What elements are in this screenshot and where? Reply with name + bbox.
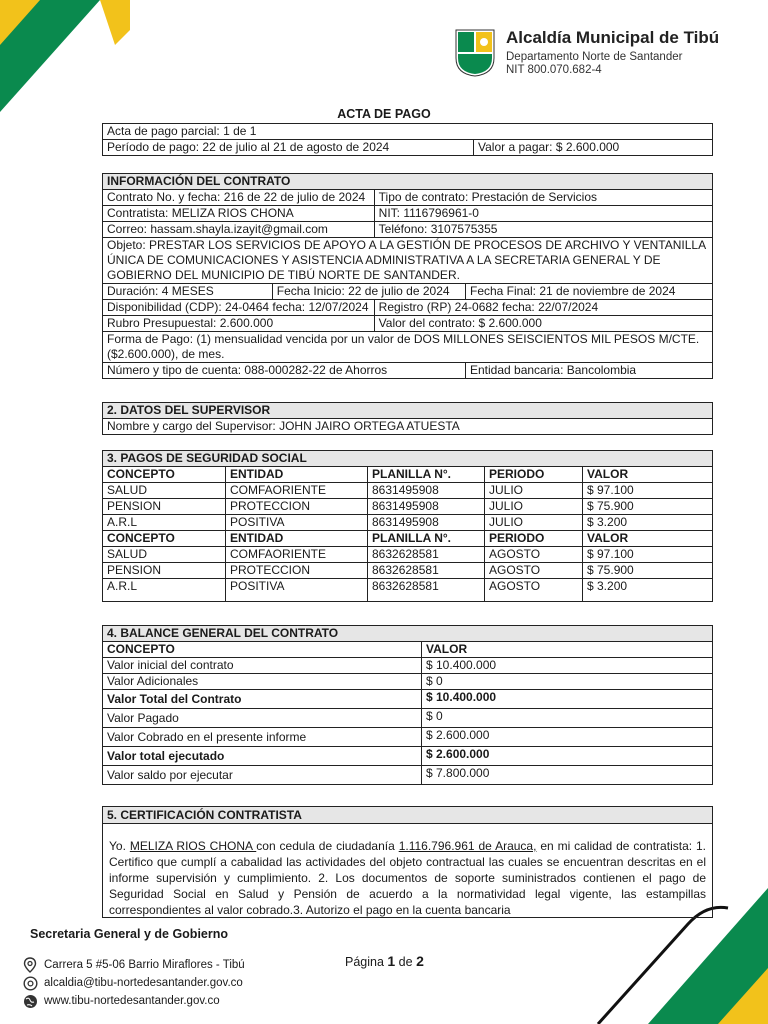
table-row: [103, 674, 713, 690]
table-row: [103, 563, 713, 579]
globe-icon: [22, 993, 38, 1009]
cell: Valor Pagado: [103, 709, 422, 728]
cell: SALUD: [103, 483, 226, 499]
cert-id-number: 1.116.796.961 de Arauca,: [398, 839, 537, 853]
cert-text: [103, 824, 712, 918]
social-heading: 3. PAGOS DE SEGURIDAD SOCIAL: [103, 451, 713, 467]
table-row: [103, 690, 713, 709]
bank-name: Entidad bancaria: Bancolombia: [466, 363, 713, 379]
cell: A.R.L: [103, 579, 226, 602]
table-row: [103, 483, 713, 499]
cell: 8632628581: [368, 579, 485, 602]
payment-amount: Valor a pagar: $ 2.600.000: [474, 140, 713, 156]
page-number: [345, 953, 424, 969]
contract-value: Valor del contrato: $ 2.600.000: [374, 316, 712, 332]
contract-heading: INFORMACIÓN DEL CONTRATO: [103, 174, 713, 190]
cell: AGOSTO: [485, 563, 583, 579]
cell: POSITIVA: [226, 579, 368, 602]
cell: 8631495908: [368, 483, 485, 499]
location-pin-icon: [22, 957, 38, 973]
cell: $ 75.900: [583, 499, 713, 515]
footer-address-text: Carrera 5 #5-06 Barrio Miraflores - Tibú: [44, 959, 245, 971]
cell: 8632628581: [368, 563, 485, 579]
contract-duration: Duración: 4 MESES: [103, 284, 273, 300]
cell: Valor Total del Contrato: [103, 690, 422, 709]
cell: $ 2.600.000: [422, 728, 713, 747]
table-row: [103, 515, 713, 531]
cell: COMFAORIENTE: [226, 547, 368, 563]
contract-table: [102, 173, 713, 379]
cell: $ 7.800.000: [422, 766, 713, 785]
municipal-shield-icon: [454, 28, 496, 78]
contract-start: Fecha Inicio: 22 de julio de 2024: [272, 284, 465, 300]
table-row: [103, 728, 713, 747]
cell: $ 3.200: [583, 515, 713, 531]
contractor-email: Correo: hassam.shayla.izayit@gmail.com: [103, 222, 375, 238]
cell: JULIO: [485, 499, 583, 515]
contractor-phone: Teléfono: 3107575355: [374, 222, 712, 238]
cell: Valor saldo por ejecutar: [103, 766, 422, 785]
supervisor-table: [102, 402, 713, 435]
at-sign-icon: [22, 975, 38, 991]
cell: 8632628581: [368, 547, 485, 563]
cell: A.R.L: [103, 515, 226, 531]
cell: $ 0: [422, 709, 713, 728]
cell: PENSION: [103, 563, 226, 579]
table-row: [103, 766, 713, 785]
footer-web-text[interactable]: www.tibu-nortedesantander.gov.co: [44, 995, 220, 1007]
page-mid: de: [395, 955, 417, 969]
cell: PROTECCION: [226, 499, 368, 515]
cert-text-2: con cedula de ciudadanía: [256, 839, 399, 853]
page-prefix: Página: [345, 955, 388, 969]
cell: $ 97.100: [583, 547, 713, 563]
table-header-row: [103, 642, 713, 658]
col-concepto: CONCEPTO: [103, 642, 422, 658]
table-header-row: [103, 531, 713, 547]
cert-text-3: en mi calidad de contratista: 1. Certifico que cumplí a cabalidad las actividades del objeto contractual las cuales se encuentran descritas en el informe supervisión y cumplimiento. 2. Los documentos de soporte suministrados contienen el pago de Seguridad Social en Salud y Pensión de acuerdo a la normatividad legal vigente, las estampillas correspondientes al valor cobrado.3. Autorizo el pago en la cuenta bancaria: [109, 839, 706, 917]
cell: COMFAORIENTE: [226, 483, 368, 499]
col-periodo: PERIODO: [485, 467, 583, 483]
cell: AGOSTO: [485, 579, 583, 602]
supervisor-heading: 2. DATOS DEL SUPERVISOR: [103, 403, 713, 419]
col-valor: VALOR: [583, 531, 713, 547]
document-title: ACTA DE PAGO: [337, 107, 431, 121]
social-security-table: [102, 450, 713, 602]
contract-type: Tipo de contrato: Prestación de Servicios: [374, 190, 712, 206]
contract-budget: Rubro Presupuestal: 2.600.000: [103, 316, 375, 332]
cell: JULIO: [485, 483, 583, 499]
cell: JULIO: [485, 515, 583, 531]
cell: $ 2.600.000: [422, 747, 713, 766]
balance-table: [102, 625, 713, 785]
cell: Valor total ejecutado: [103, 747, 422, 766]
col-valor: VALOR: [583, 467, 713, 483]
contractor-nit: NIT: 1116796961-0: [374, 206, 712, 222]
col-planilla: PLANILLA N°.: [368, 467, 485, 483]
cell: Valor Adicionales: [103, 674, 422, 690]
payment-table: [102, 123, 713, 156]
municipality-nit: NIT 800.070.682-4: [506, 64, 602, 76]
footer-web: [22, 993, 220, 1009]
cell: POSITIVA: [226, 515, 368, 531]
footer-email: [22, 975, 243, 991]
header-text: [506, 28, 719, 76]
table-row: [103, 658, 713, 674]
table-row: [103, 747, 713, 766]
footer-email-text[interactable]: alcaldia@tibu-nortedesantander.gov.co: [44, 977, 243, 989]
table-header-row: [103, 467, 713, 483]
cell: 8631495908: [368, 515, 485, 531]
cell: Valor Cobrado en el presente informe: [103, 728, 422, 747]
contract-number: Contrato No. y fecha: 216 de 22 de julio de 2024: [103, 190, 375, 206]
table-row: [103, 547, 713, 563]
footer-address: [22, 957, 245, 973]
cell: PROTECCION: [226, 563, 368, 579]
cell: $ 10.400.000: [422, 658, 713, 674]
cert-heading: 5. CERTIFICACIÓN CONTRATISTA: [103, 807, 712, 824]
contractor-name: Contratista: MELIZA RIOS CHONA: [103, 206, 375, 222]
col-concepto: CONCEPTO: [103, 467, 226, 483]
table-row: [103, 499, 713, 515]
table-row: [103, 579, 713, 602]
col-valor: VALOR: [422, 642, 713, 658]
partial-payment: Acta de pago parcial: 1 de 1: [103, 124, 713, 140]
col-planilla: PLANILLA N°.: [368, 531, 485, 547]
cert-contractor-name: MELIZA RIOS CHONA: [129, 839, 257, 853]
col-concepto: CONCEPTO: [103, 531, 226, 547]
contract-cdp: Disponibilidad (CDP): 24-0464 fecha: 12/07/2024: [103, 300, 375, 316]
cell: $ 3.200: [583, 579, 713, 602]
col-entidad: ENTIDAD: [226, 467, 368, 483]
cell: AGOSTO: [485, 547, 583, 563]
payment-period: Período de pago: 22 de julio al 21 de agosto de 2024: [103, 140, 474, 156]
page-current: 1: [387, 953, 396, 969]
department-name: Departamento Norte de Santander: [506, 51, 683, 63]
cert-text-1: Yo.: [109, 839, 130, 853]
cell: PENSION: [103, 499, 226, 515]
municipality-name: Alcaldía Municipal de Tibú: [506, 28, 720, 47]
cell: $ 75.900: [583, 563, 713, 579]
certification-section: [102, 806, 713, 918]
cell: 8631495908: [368, 499, 485, 515]
col-entidad: ENTIDAD: [226, 531, 368, 547]
footer-title: Secretaria General y de Gobierno: [30, 927, 228, 941]
cell: $ 0: [422, 674, 713, 690]
supervisor-name: Nombre y cargo del Supervisor: JOHN JAIRO ORTEGA ATUESTA: [103, 419, 713, 435]
table-row: [103, 709, 713, 728]
account-number: Número y tipo de cuenta: 088-000282-22 de Ahorros: [103, 363, 466, 379]
contract-object: Objeto: PRESTAR LOS SERVICIOS DE APOYO A LA GESTIÓN DE PROCESOS DE ARCHIVO Y VENTANILLA ÚNICA DE COMUNICACIONES Y ASISTENCIA ADMINISTRATIVA A LA SECRETARIA GENERAL Y DE GOBIERNO DEL MUNICIPIO DE TIBÚ NORTE DE SANTANDER.: [103, 238, 713, 284]
payment-form: Forma de Pago: (1) mensualidad vencida por un valor de DOS MILLONES SEISCIENTOS MIL PESOS M/CTE. ($2.600.000), de mes.: [103, 332, 713, 363]
cell: $ 97.100: [583, 483, 713, 499]
col-periodo: PERIODO: [485, 531, 583, 547]
cell: SALUD: [103, 547, 226, 563]
page-total: 2: [416, 953, 424, 969]
contract-rp: Registro (RP) 24-0682 fecha: 22/07/2024: [374, 300, 712, 316]
cell: Valor inicial del contrato: [103, 658, 422, 674]
cell: $ 10.400.000: [422, 690, 713, 709]
contract-end: Fecha Final: 21 de noviembre de 2024: [465, 284, 712, 300]
balance-heading: 4. BALANCE GENERAL DEL CONTRATO: [103, 626, 713, 642]
